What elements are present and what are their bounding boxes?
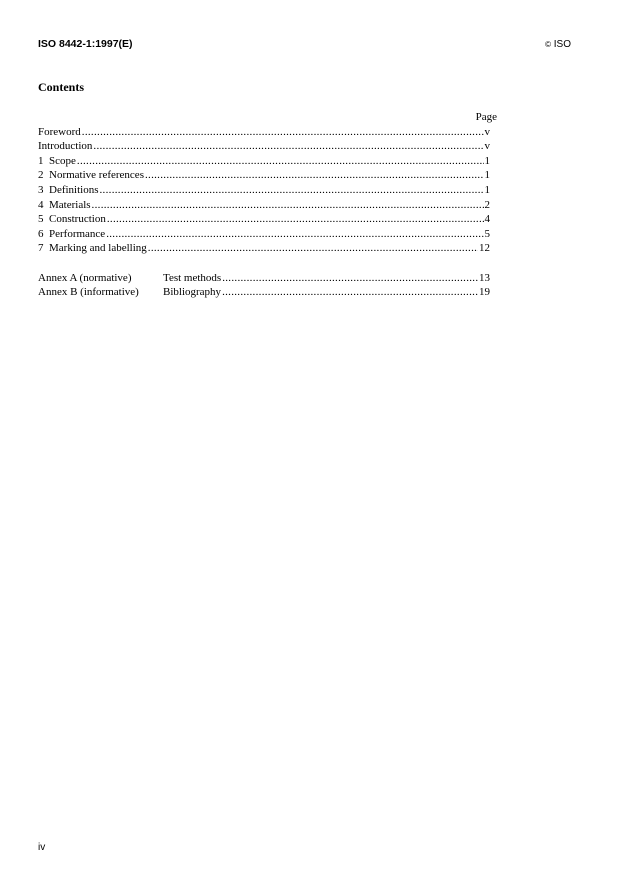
toc-entry-title: Performance: [49, 227, 106, 240]
toc-entry-page: 1: [484, 154, 490, 167]
toc-entry-annex-a[interactable]: [38, 271, 490, 286]
toc-entry-number: 7: [38, 242, 44, 255]
page-number: iv: [38, 842, 46, 853]
contents-heading: Contents: [38, 80, 85, 94]
toc-entry-annex-b[interactable]: [38, 285, 490, 300]
toc-entry-number: 2: [38, 169, 44, 182]
toc-entry-title: Construction: [49, 213, 106, 226]
toc-entry-marking-and-labelling[interactable]: [38, 241, 490, 256]
toc-entry-number: 1: [38, 154, 44, 167]
toc-entry-number: 3: [38, 183, 44, 196]
document-id: ISO 8442-1:1997(E): [38, 38, 133, 50]
dot-leader: [92, 198, 484, 213]
toc-entry-scope[interactable]: [38, 154, 490, 169]
toc-entry-page: 19: [479, 286, 490, 299]
toc-entry-title: Materials: [49, 198, 91, 211]
table-of-contents: [38, 110, 498, 300]
toc-entry-page: v: [484, 140, 490, 153]
dot-leader: [148, 241, 478, 256]
dot-leader: [106, 227, 483, 242]
toc-entry-title: Definitions: [49, 183, 99, 196]
toc-entry-normative-references[interactable]: [38, 168, 490, 183]
toc-entry-materials[interactable]: [38, 198, 490, 213]
toc-entry-title: Normative references: [49, 169, 144, 182]
toc-entry-introduction[interactable]: [38, 139, 490, 154]
toc-entry-construction[interactable]: [38, 212, 490, 227]
toc-entry-page: 5: [484, 227, 490, 240]
dot-leader: [145, 168, 484, 183]
dot-leader: [100, 183, 484, 198]
toc-entry-page: 13: [479, 271, 490, 284]
copyright-owner: ISO: [553, 39, 571, 50]
copyright-notice: [545, 38, 571, 51]
toc-entry-title: Foreword: [38, 125, 81, 138]
dot-leader: [107, 212, 484, 227]
dot-leader: [77, 154, 484, 169]
toc-entry-title: Marking and labelling: [49, 242, 147, 255]
toc-entry-page: 1: [484, 183, 490, 196]
toc-entry-performance[interactable]: [38, 227, 490, 242]
toc-entry-title: Introduction: [38, 140, 93, 153]
toc-entry-page: 2: [484, 198, 490, 211]
toc-entry-number: 4: [38, 198, 44, 211]
dot-leader: [222, 271, 478, 286]
toc-entry-title: Scope: [49, 154, 76, 167]
dot-leader: [93, 139, 483, 154]
dot-leader: [222, 285, 478, 300]
toc-entry-page: 12: [479, 242, 490, 255]
toc-entry-foreword[interactable]: [38, 125, 490, 140]
toc-entry-number: 5: [38, 213, 44, 226]
toc-entry-page: 1: [484, 169, 490, 182]
page-column-label: Page: [475, 111, 497, 123]
toc-entry-number: 6: [38, 227, 44, 240]
copyright-symbol: ©: [545, 40, 551, 49]
dot-leader: [82, 125, 484, 140]
toc-entry-title: Bibliography: [163, 286, 222, 299]
toc-entry-page: v: [484, 125, 490, 138]
toc-entry-title: Test methods: [163, 271, 222, 284]
toc-entry-definitions[interactable]: [38, 183, 490, 198]
annex-label: Annex A (normative): [38, 271, 132, 284]
toc-entry-page: 4: [484, 213, 490, 226]
toc-spacer: [38, 256, 498, 271]
annex-label: Annex B (informative): [38, 286, 139, 299]
